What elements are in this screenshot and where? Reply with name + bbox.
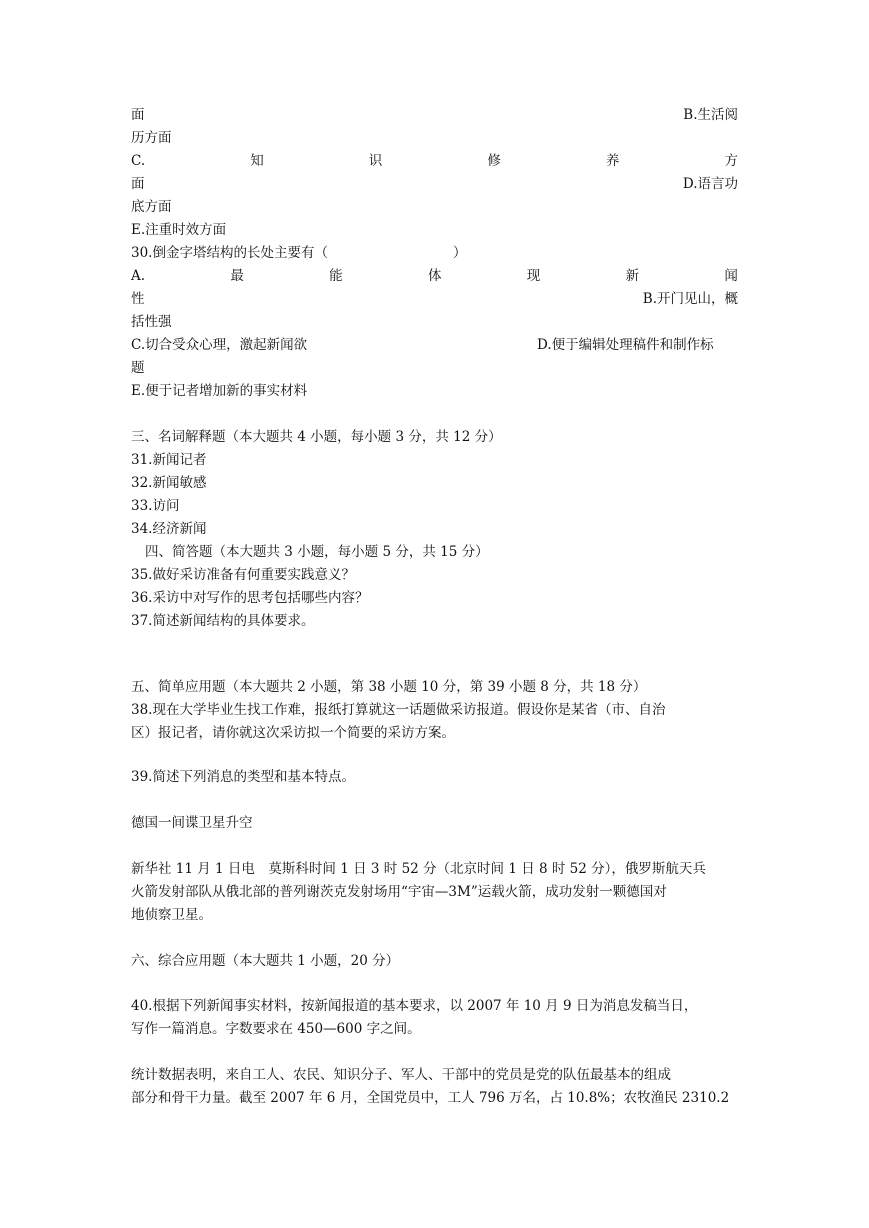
question-39: 39.简述下列消息的类型和基本特点。 (131, 769, 355, 785)
question-38: 38.现在大学毕业生找工作难，报纸打算就这一话题做采访报道。假设你是某省（市、自治 (131, 702, 666, 718)
option-a-char: 闻 (724, 268, 738, 284)
option-line (131, 104, 738, 126)
option-c-char: 修 (487, 153, 501, 169)
option-a-char: 能 (329, 268, 343, 284)
section-heading: 四、简答题（本大题共 3 小题，每小题 5 分，共 15 分） (145, 544, 489, 560)
option-c-char: 知 (250, 153, 264, 169)
question-40: 40.根据下列新闻事实材料，按新闻报道的基本要求，以 2007 年 10 月 9 日为消息发稿当日， (131, 998, 698, 1014)
option-c-char: C. (131, 153, 146, 169)
option-a-char: 新 (625, 268, 640, 284)
option-c-char: 方 (724, 153, 738, 169)
option-a-line (131, 265, 738, 287)
news-body: 地侦察卫星。 (131, 907, 212, 923)
news-body: 火箭发射部队从俄北部的普列谢茨克发射场用“宇宙—3M”运载火箭，成功发射一颗德国对 (131, 884, 667, 900)
question-32: 32.新闻敏感 (131, 475, 207, 491)
question-36: 36.采访中对写作的思考包括哪些内容？ (131, 590, 369, 606)
option-a-char: 最 (230, 268, 244, 284)
option-line (131, 334, 738, 356)
question-30 (131, 242, 738, 264)
option-line: 括性强 (131, 314, 172, 330)
option-a-char: 体 (427, 268, 442, 284)
option-b: B.开门见山，概 (642, 291, 738, 307)
option-line: 题 (131, 360, 145, 376)
option-e: E.便于记者增加新的事实材料 (131, 383, 308, 399)
option-e: E.注重时效方面 (131, 222, 227, 238)
question-31: 31.新闻记者 (131, 452, 207, 468)
question-38-cont: 区）报记者，请你就这次采访拟一个简要的采访方案。 (131, 725, 455, 741)
section-heading: 六、综合应用题（本大题共 1 小题，20 分） (131, 953, 400, 969)
option-text: 性 (131, 291, 145, 307)
section-heading: 五、简单应用题（本大题共 2 小题，第 38 小题 10 分，第 39 小题 8 分，共 18 分） (131, 679, 647, 695)
news-title: 德国一间谍卫星升空 (131, 815, 253, 831)
section-heading: 三、名词解释题（本大题共 4 小题，每小题 3 分，共 12 分） (131, 429, 502, 445)
option-b: B.生活阅 (683, 107, 738, 123)
option-line: 底方面 (131, 199, 172, 215)
option-c-line (131, 150, 738, 172)
option-a-char: A. (131, 268, 146, 284)
question-34: 34.经济新闻 (131, 521, 207, 537)
question-37: 37.简述新闻结构的具体要求。 (131, 613, 315, 629)
question-35: 35.做好采访准备有何重要实践意义？ (131, 567, 355, 583)
option-d: D.便于编辑处理稿件和制作标 (537, 337, 714, 353)
option-c: C.切合受众心理，激起新闻欲 (131, 337, 308, 353)
question-33: 33.访问 (131, 498, 180, 514)
question-text: 30.倒金字塔结构的长处主要有（ (131, 245, 328, 261)
option-line: 历方面 (131, 130, 172, 146)
option-line (131, 288, 738, 310)
question-40-cont: 写作一篇消息。字数要求在 450—600 字之间。 (131, 1021, 421, 1037)
material-text: 统计数据表明，来自工人、农民、知识分子、军人、干部中的党员是党的队伍最基本的组成 (131, 1067, 671, 1083)
option-d: D.语言功 (682, 176, 738, 192)
answer-paren: ） (453, 245, 467, 261)
news-body: 新华社 11 月 1 日电 莫斯科时间 1 日 3 时 52 分（北京时间 1 日 8 时 52 分），俄罗斯航天兵 (131, 861, 706, 877)
option-line (131, 173, 738, 195)
option-text: 面 (131, 107, 145, 123)
option-text: 面 (131, 176, 145, 192)
option-a-char: 现 (526, 268, 541, 284)
option-c-char: 养 (605, 153, 620, 169)
option-c-char: 识 (368, 153, 383, 169)
material-text: 部分和骨干力量。截至 2007 年 6 月，全国党员中，工人 796 万名，占 10.8%；农牧渔民 2310.2 (131, 1090, 730, 1106)
